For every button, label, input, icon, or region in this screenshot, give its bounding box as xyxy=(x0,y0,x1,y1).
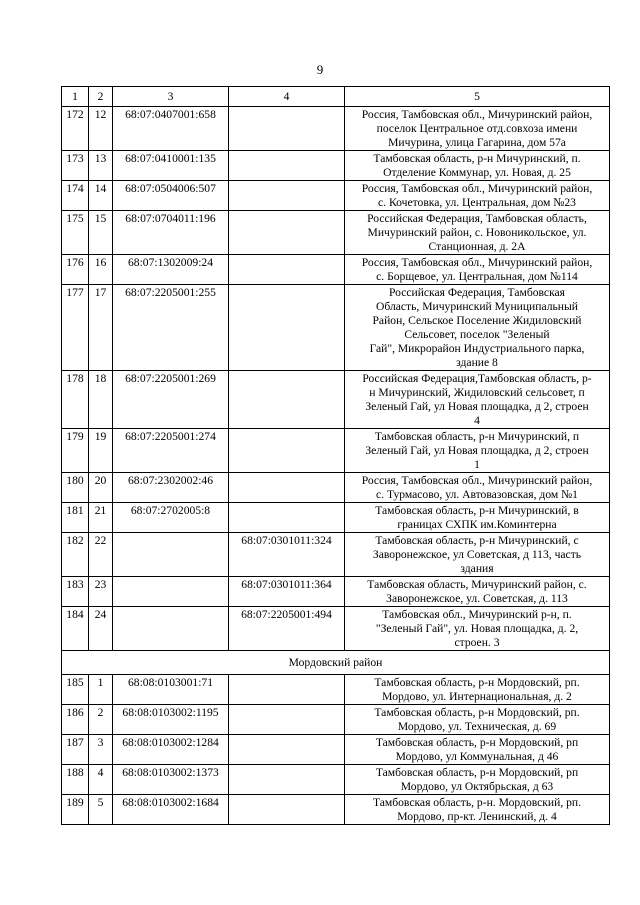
table-row xyxy=(62,735,610,765)
address-cell: Россия, Тамбовская обл., Мичуринский район, с. Кочетовка, ул. Центральная, дом №23 xyxy=(345,181,610,211)
address-cell: Тамбовская область, р-н Мичуринский, в границах СХПК им.Коминтерна xyxy=(345,503,610,533)
row-number: 172 xyxy=(62,107,89,151)
address-cell: Тамбовская обл., Мичуринский р-н, п. "Зеленый Гай", ул. Новая площадка, д. 2, строен. 3 xyxy=(345,607,610,651)
table-row xyxy=(62,473,610,503)
row-number: 181 xyxy=(62,503,89,533)
cadastral-number-building xyxy=(229,285,345,371)
cadastral-number-land: 68:08:0103002:1284 xyxy=(113,735,229,765)
table-row xyxy=(62,577,610,607)
row-number: 188 xyxy=(62,765,89,795)
address-cell: Тамбовская область, р-н Мордовский, рп Мордово, ул Коммунальная, д 46 xyxy=(345,735,610,765)
row-number: 175 xyxy=(62,211,89,255)
cadastral-number-land xyxy=(113,577,229,607)
cadastral-number-building xyxy=(229,181,345,211)
row-number: 177 xyxy=(62,285,89,371)
sub-number: 1 xyxy=(89,675,113,705)
sub-number: 4 xyxy=(89,765,113,795)
sub-number: 12 xyxy=(89,107,113,151)
cadastral-number-building xyxy=(229,705,345,735)
column-header-4: 4 xyxy=(229,87,345,107)
cadastral-number-land: 68:07:2702005:8 xyxy=(113,503,229,533)
address-cell: Россия, Тамбовская обл., Мичуринский район, с. Турмасово, ул. Автовазовская, дом №1 xyxy=(345,473,610,503)
cadastral-number-building xyxy=(229,211,345,255)
cadastral-number-land xyxy=(113,607,229,651)
sub-number: 21 xyxy=(89,503,113,533)
row-number: 186 xyxy=(62,705,89,735)
column-header-row xyxy=(62,87,610,107)
sub-number: 15 xyxy=(89,211,113,255)
registry-table xyxy=(61,86,610,825)
address-cell: Тамбовская область, р-н Мордовский, рп Мордово, ул Октябрьская, д 63 xyxy=(345,765,610,795)
table-row xyxy=(62,765,610,795)
table-row xyxy=(62,795,610,825)
column-header-2: 2 xyxy=(89,87,113,107)
table-row xyxy=(62,533,610,577)
address-cell: Российская Федерация, Тамбовская Область, Мичуринский Муниципальный Район, Сельское Поселение Жидиловский Сельсовет, поселок "Зеленый Гай", Микрорайон Индустриального парка, здание 8 xyxy=(345,285,610,371)
table-row xyxy=(62,151,610,181)
table-row xyxy=(62,429,610,473)
cadastral-number-building xyxy=(229,795,345,825)
cadastral-number-building: 68:07:0301011:364 xyxy=(229,577,345,607)
table-row xyxy=(62,607,610,651)
row-number: 185 xyxy=(62,675,89,705)
address-cell: Тамбовская область, р-н Мичуринский, с Заворонежское, ул Советская, д 113, часть здания xyxy=(345,533,610,577)
cadastral-number-building xyxy=(229,371,345,429)
row-number: 189 xyxy=(62,795,89,825)
sub-number: 22 xyxy=(89,533,113,577)
sub-number: 16 xyxy=(89,255,113,285)
cadastral-number-land: 68:07:0407001:658 xyxy=(113,107,229,151)
row-number: 174 xyxy=(62,181,89,211)
cadastral-number-land xyxy=(113,533,229,577)
address-cell: Россия, Тамбовская обл., Мичуринский район, поселок Центральное отд.совхоза имени Мичурина, улица Гагарина, дом 57а xyxy=(345,107,610,151)
address-cell: Тамбовская область, Мичуринский район, с. Заворонежское, ул. Советская, д. 113 xyxy=(345,577,610,607)
cadastral-number-land: 68:08:0103002:1195 xyxy=(113,705,229,735)
cadastral-number-land: 68:07:2205001:255 xyxy=(113,285,229,371)
cadastral-number-land: 68:08:0103002:1684 xyxy=(113,795,229,825)
cadastral-number-building xyxy=(229,107,345,151)
section-header-row xyxy=(62,651,610,675)
table-row xyxy=(62,211,610,255)
sub-number: 2 xyxy=(89,705,113,735)
cadastral-number-land: 68:07:0504006:507 xyxy=(113,181,229,211)
table-row xyxy=(62,181,610,211)
address-cell: Тамбовская область, р-н Мордовский, рп. Мордово, ул. Техническая, д. 69 xyxy=(345,705,610,735)
page-number: 9 xyxy=(316,62,324,77)
sub-number: 19 xyxy=(89,429,113,473)
cadastral-number-building xyxy=(229,429,345,473)
cadastral-number-land: 68:07:2302002:46 xyxy=(113,473,229,503)
table-row xyxy=(62,255,610,285)
address-cell: Российская Федерация,Тамбовская область, р- н Мичуринский, Жидиловский сельсовет, п Зеленый Гай, ул Новая площадка, д 2, строен 4 xyxy=(345,371,610,429)
cadastral-number-building xyxy=(229,735,345,765)
row-number: 183 xyxy=(62,577,89,607)
row-number: 176 xyxy=(62,255,89,285)
cadastral-number-building xyxy=(229,503,345,533)
registry-table-body xyxy=(62,87,610,825)
table-row xyxy=(62,285,610,371)
sub-number: 24 xyxy=(89,607,113,651)
cadastral-number-building: 68:07:2205001:494 xyxy=(229,607,345,651)
cadastral-number-land: 68:07:2205001:274 xyxy=(113,429,229,473)
sub-number: 23 xyxy=(89,577,113,607)
row-number: 182 xyxy=(62,533,89,577)
column-header-5: 5 xyxy=(345,87,610,107)
row-number: 180 xyxy=(62,473,89,503)
row-number: 173 xyxy=(62,151,89,181)
sub-number: 3 xyxy=(89,735,113,765)
section-title: Мордовский район xyxy=(62,651,610,675)
address-cell: Тамбовская область, р-н. Мордовский, рп. Мордово, пр-кт. Ленинский, д. 4 xyxy=(345,795,610,825)
sub-number: 5 xyxy=(89,795,113,825)
cadastral-number-land: 68:07:2205001:269 xyxy=(113,371,229,429)
cadastral-number-land: 68:08:0103002:1373 xyxy=(113,765,229,795)
row-number: 184 xyxy=(62,607,89,651)
row-number: 179 xyxy=(62,429,89,473)
cadastral-number-land: 68:07:0410001:135 xyxy=(113,151,229,181)
cadastral-number-land: 68:07:0704011:196 xyxy=(113,211,229,255)
address-cell: Российская Федерация, Тамбовская область, Мичуринский район, с. Новоникольское, ул. Станционная, д. 2А xyxy=(345,211,610,255)
column-header-1: 1 xyxy=(62,87,89,107)
column-header-3: 3 xyxy=(113,87,229,107)
cadastral-number-building xyxy=(229,255,345,285)
address-cell: Россия, Тамбовская обл., Мичуринский район, с. Борщевое, ул. Центральная, дом №114 xyxy=(345,255,610,285)
cadastral-number-building xyxy=(229,675,345,705)
sub-number: 20 xyxy=(89,473,113,503)
table-row xyxy=(62,675,610,705)
table-row xyxy=(62,705,610,735)
cadastral-number-building xyxy=(229,151,345,181)
row-number: 178 xyxy=(62,371,89,429)
cadastral-number-building xyxy=(229,473,345,503)
address-cell: Тамбовская область, р-н Мичуринский, п Зеленый Гай, ул Новая площадка, д 2, строен 1 xyxy=(345,429,610,473)
sub-number: 13 xyxy=(89,151,113,181)
row-number: 187 xyxy=(62,735,89,765)
sub-number: 14 xyxy=(89,181,113,211)
cadastral-number-land: 68:07:1302009:24 xyxy=(113,255,229,285)
cadastral-number-building: 68:07:0301011:324 xyxy=(229,533,345,577)
table-row xyxy=(62,503,610,533)
cadastral-number-building xyxy=(229,765,345,795)
address-cell: Тамбовская область, р-н Мордовский, рп. Мордово, ул. Интернациональная, д. 2 xyxy=(345,675,610,705)
sub-number: 17 xyxy=(89,285,113,371)
table-row xyxy=(62,371,610,429)
table-row xyxy=(62,107,610,151)
address-cell: Тамбовская область, р-н Мичуринский, п. Отделение Коммунар, ул. Новая, д. 25 xyxy=(345,151,610,181)
cadastral-number-land: 68:08:0103001:71 xyxy=(113,675,229,705)
sub-number: 18 xyxy=(89,371,113,429)
